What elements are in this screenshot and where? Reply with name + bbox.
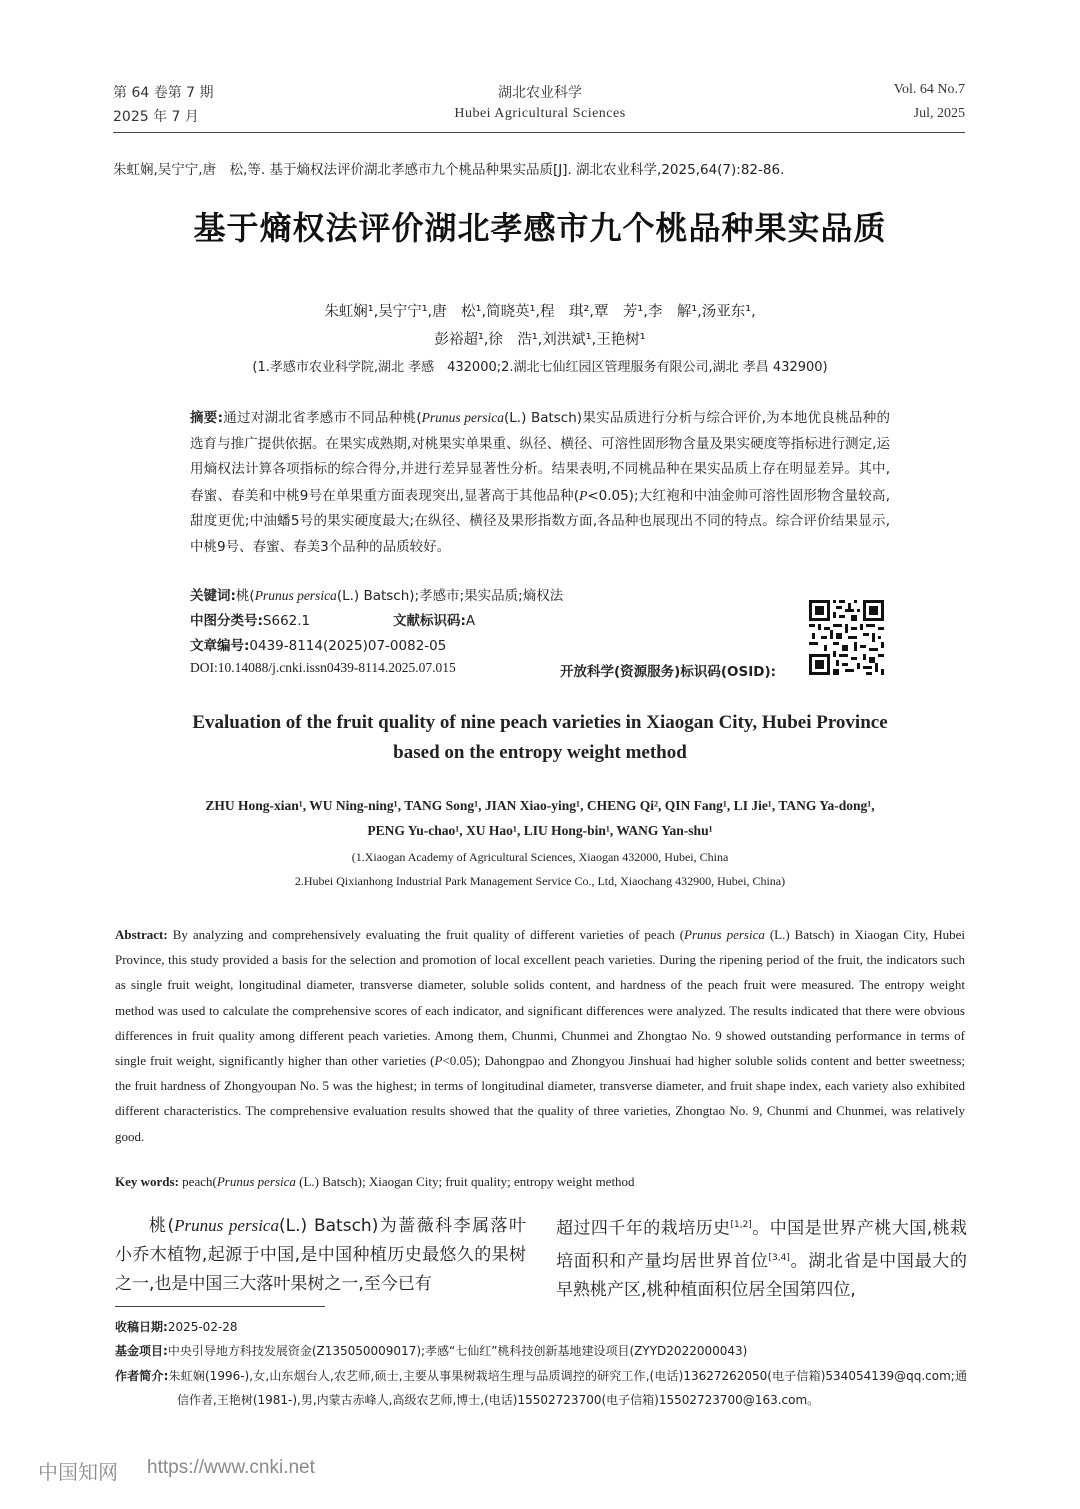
body-left-species: Prunus persica bbox=[174, 1216, 279, 1235]
citation-line: 朱虹娴,吴宁宁,唐 松,等. 基于熵权法评价湖北孝感市九个桃品种果实品质[J]. 湖北农业科学,2025,64(7):82-86. bbox=[113, 162, 785, 178]
authors-zh-line2: 彭裕超¹,徐 浩¹,刘洪斌¹,王艳树¹ bbox=[434, 332, 646, 348]
abstract-en-text-1: By analyzing and comprehensively evaluating the fruit quality of different varieties of peach ( bbox=[167, 927, 685, 942]
keywords-zh-text-2: (L.) Batsch);孝感市;果实品质;熵权法 bbox=[336, 588, 564, 604]
cnki-url-link[interactable]: https://www.cnki.net bbox=[147, 1457, 315, 1478]
author-bio-value: 朱虹娴(1996-),女,山东烟台人,农艺师,硕士,主要从事果树栽培生理与品质调控的研究工作,(电话)13627262050(电子信箱)534054139@qq.com;通信作者,王艳树(1981-),男,内蒙古赤峰人,高级农艺师,博士,(电话)15502723700(电子信箱)15502723700@163.com。 bbox=[168, 1369, 967, 1407]
received-value: 2025-02-28 bbox=[167, 1320, 238, 1334]
affiliation-en-1: (1.Xiaogan Academy of Agricultural Sciences, Xiaogan 432000, Hubei, China bbox=[351, 850, 729, 864]
issue-date: 2025 年 7 月 bbox=[113, 109, 199, 125]
fund-projects bbox=[115, 1342, 965, 1359]
abstract-en-text-3: <0.05); Dahongpao and Zhongyou Jinshuai had higher soluble solids content and better sweetness; the fruit hardness of Zhongyoupan No. 5 was the highest; in terms of longitudinal diameter, transverse diameter, and fruit shape index, each variety also exhibited different characteristics. The comprehensive evaluation results showed that the quality of three varieties, Zhongtao No. 9, Chunmi and Chunmei, was relatively good. bbox=[115, 1053, 965, 1144]
osid-label: 开放科学(资源服务)标识码(OSID): bbox=[560, 664, 777, 680]
reference-1-2[interactable]: [1,2] bbox=[730, 1220, 752, 1230]
body-left-text-1: 桃( bbox=[149, 1216, 175, 1236]
qr-code-icon[interactable] bbox=[809, 600, 884, 675]
body-column-left bbox=[115, 1211, 526, 1299]
title-zh: 基于熵权法评价湖北孝感市九个桃品种果实品质 bbox=[193, 209, 887, 247]
body-right-text-1: 超过四千年的栽培历史 bbox=[556, 1218, 731, 1239]
journal-name-en: Hubei Agricultural Sciences bbox=[454, 106, 626, 121]
date-en: Jul, 2025 bbox=[913, 106, 965, 121]
clc-value: S662.1 bbox=[262, 613, 311, 629]
volume-en: Vol. 64 No.7 bbox=[893, 82, 965, 97]
abstract-en-text-2: (L.) Batsch) in Xiaogan City, Hubei Province, this study provided a basis for the selection and promotion of local excellent peach varieties. During the ripening period of the fruit, the indicators such as single fruit weight, longitudinal diameter, transverse diameter, soluble solids content, and hardness of the peach fruit were measured. The entropy weight method was used to calculate the comprehensive scores of each indicator, and significant differences were analyzed. The results indicated that there were obvious differences in fruit quality among different peach varieties. Among them, Chunmi, Chunmei and Zhongtao No. 9 showed outstanding performance in terms of single fruit weight, significantly higher than other varieties ( bbox=[115, 927, 965, 1069]
keywords-en-species: Prunus persica bbox=[216, 1174, 296, 1189]
reference-3-4[interactable]: [3,4] bbox=[768, 1252, 790, 1263]
footnote-rule bbox=[115, 1306, 325, 1307]
body-right-text-3: 。湖北省是中国最大的早熟桃产区,桃种植面积位居全国第四位, bbox=[556, 1251, 968, 1301]
keywords-en bbox=[115, 1174, 965, 1190]
body-column-right bbox=[556, 1211, 967, 1305]
article-no-value: 0439-8114(2025)07-0082-05 bbox=[249, 638, 447, 654]
header-rule bbox=[113, 132, 965, 133]
affiliation-en-2: 2.Hubei Qixianhong Industrial Park Management Service Co., Ltd, Xiaochang 432900, Hubei, China) bbox=[294, 874, 786, 888]
received-label: 收稿日期: bbox=[115, 1320, 168, 1334]
keywords-en-text-1: peach( bbox=[178, 1174, 217, 1189]
clc-number bbox=[190, 609, 310, 629]
keywords-zh-label: 关键词: bbox=[190, 588, 236, 604]
affiliations-zh: (1.孝感市农业科学院,湖北 孝感 432000;2.湖北七仙红园区管理服务有限公司,湖北 孝昌 432900) bbox=[252, 360, 828, 375]
title-en-line2: based on the entropy weight method bbox=[393, 742, 687, 763]
doccode-label: 文献标识码: bbox=[393, 613, 466, 629]
body-left-text-2: (L.) Batsch)为蔷薇科李属落叶小乔木植物,起源于中国,是中国种植历史最悠久的果树之一,也是中国三大落叶果树之一,至今已有 bbox=[115, 1216, 526, 1294]
fund-label: 基金项目: bbox=[115, 1344, 168, 1358]
abstract-zh-text-2: (L.) Batsch)果实品质进行分析与综合评价,为本地优良桃品种的选育与推广提供依据。在果实成熟期,对桃果实单果重、纵径、横径、可溶性固形物含量及果实硬度等指标进行测定,运用熵权法计算各项指标的综合得分,并进行差异显著性分析。结果表明,不同桃品种在果实品质上存在明显差异。其中,春蜜、春美和中桃9号在单果重方面表现突出,显著高于其他品种( bbox=[190, 410, 890, 504]
title-en-line1: Evaluation of the fruit quality of nine peach varieties in Xiaogan City, Hubei Province bbox=[192, 712, 888, 733]
authors-zh-line1: 朱虹娴¹,吴宁宁¹,唐 松¹,简晓英¹,程 琪²,覃 芳¹,李 解¹,汤亚东¹, bbox=[324, 304, 756, 320]
document-code bbox=[393, 609, 475, 629]
cnki-logo: 中国知网 bbox=[38, 1460, 118, 1484]
journal-name-zh: 湖北农业科学 bbox=[498, 85, 582, 101]
doi: DOI:10.14088/j.cnki.issn0439-8114.2025.07.015 bbox=[190, 660, 456, 675]
volume-issue: 第 64 卷第 7 期 bbox=[113, 85, 214, 101]
author-bio bbox=[115, 1364, 967, 1412]
abstract-zh-text-3: <0.05);大红袍和中油金帅可溶性固形物含量较高,甜度更优;中油蟠5号的果实硬度最大;在纵径、横径及果形指数方面,各品种也展现出不同的特点。综合评价结果显示,中桃9号、春蜜、春美3个品种的品质较好。 bbox=[190, 487, 890, 555]
abstract-en bbox=[115, 922, 965, 1149]
keywords-zh-text-1: 桃( bbox=[235, 588, 255, 604]
article-no-label: 文章编号: bbox=[190, 638, 250, 654]
author-bio-label: 作者简介: bbox=[115, 1369, 169, 1383]
abstract-zh-label: 摘要: bbox=[190, 410, 223, 426]
keywords-zh bbox=[190, 584, 890, 604]
fund-value: 中央引导地方科技发展资金(Z135050009017);孝感“七仙红”桃科技创新基地建设项目(ZYYD2022000043) bbox=[167, 1344, 748, 1358]
abstract-zh-text-1: 通过对湖北省孝感市不同品种桃( bbox=[222, 410, 422, 426]
abstract-zh bbox=[190, 405, 890, 561]
doccode-value: A bbox=[465, 613, 476, 629]
authors-en-line1: ZHU Hong-xian¹, WU Ning-ning¹, TANG Song¹, JIAN Xiao-ying¹, CHENG Qi², QIN Fang¹, LI Jie¹, TANG Ya-dong¹, bbox=[205, 798, 875, 813]
keywords-zh-species: Prunus persica bbox=[254, 588, 337, 603]
authors-en-line2: PENG Yu-chao¹, XU Hao¹, LIU Hong-bin¹, WANG Yan-shu¹ bbox=[367, 823, 713, 838]
abstract-en-species: Prunus persica bbox=[684, 927, 765, 942]
article-number bbox=[190, 634, 446, 654]
keywords-en-label: Key words: bbox=[115, 1174, 179, 1189]
species-italic: Prunus persica bbox=[421, 410, 505, 425]
abstract-en-p: P bbox=[434, 1053, 443, 1069]
abstract-en-label: Abstract: bbox=[115, 927, 168, 942]
clc-label: 中图分类号: bbox=[190, 613, 263, 629]
keywords-en-text-2: (L.) Batsch); Xiaogan City; fruit quality; entropy weight method bbox=[295, 1174, 635, 1189]
p-value-italic: P bbox=[579, 487, 588, 503]
received-date bbox=[115, 1318, 238, 1335]
body-right-text-2: 。中国是世界产桃大国,桃栽培面积和产量均居世界首位 bbox=[556, 1218, 968, 1272]
